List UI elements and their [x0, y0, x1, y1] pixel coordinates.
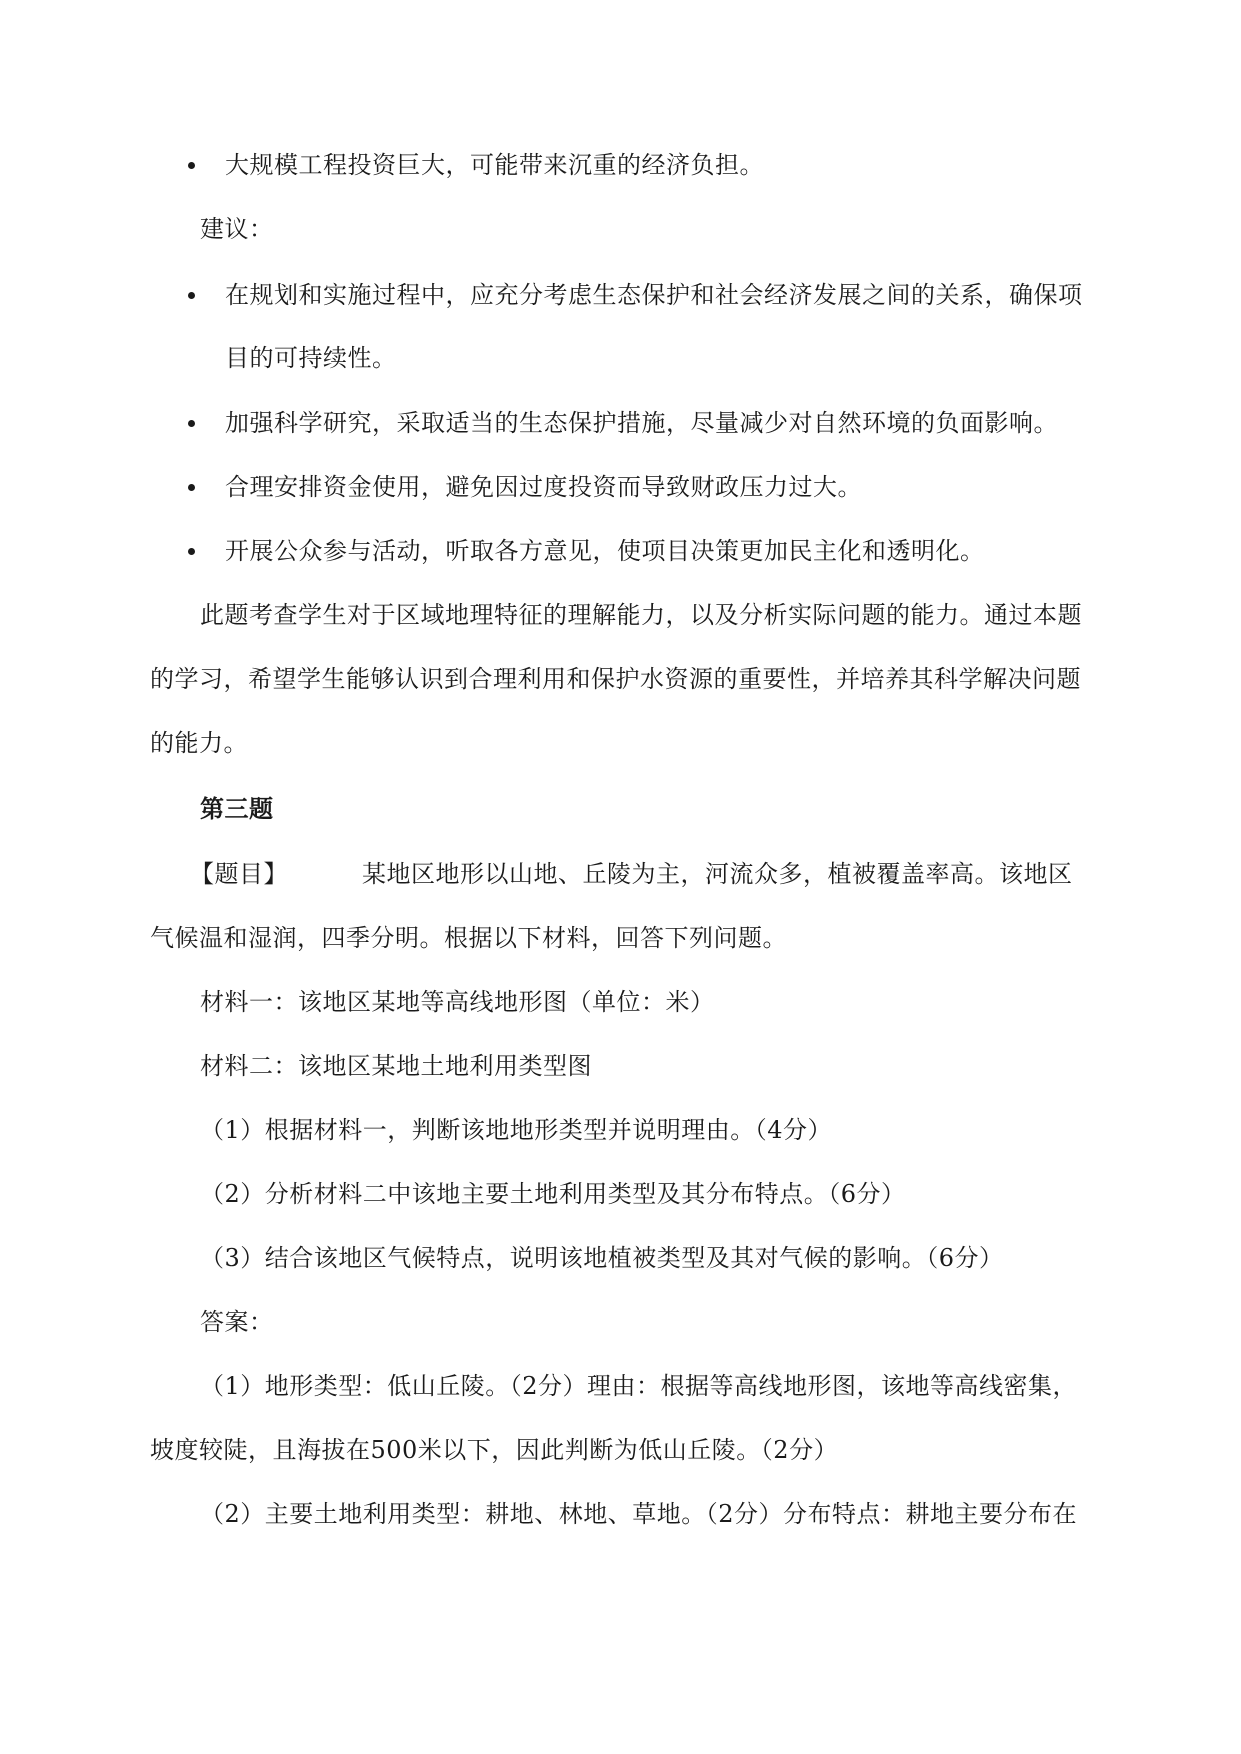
bullet-icon	[188, 548, 195, 555]
question-3: （3）结合该地区气候特点，说明该地植被类型及其对气候的影响。（6分）	[200, 1244, 1004, 1272]
summary-line-3: 的能力。	[150, 729, 248, 757]
bullet-icon	[188, 292, 195, 299]
question-2: （2）分析材料二中该地主要土地利用类型及其分布特点。（6分）	[200, 1180, 906, 1208]
answer-label: 答案：	[200, 1308, 274, 1336]
answer-1-line-2: 坡度较陡，且海拔在500米以下，因此判断为低山丘陵。（2分）	[150, 1436, 839, 1464]
question-line-1: 某地区地形以山地、丘陵为主，河流众多，植被覆盖率高。该地区	[362, 860, 1073, 888]
material-2: 材料二：该地区某地土地利用类型图	[200, 1052, 592, 1080]
answer-2-line-1: （2）主要土地利用类型：耕地、林地、草地。（2分）分布特点：耕地主要分布在	[200, 1500, 1078, 1528]
bullet-icon	[188, 420, 195, 427]
question-1: （1）根据材料一，判断该地地形类型并说明理由。（4分）	[200, 1116, 833, 1144]
suggestion-4: 开展公众参与活动，听取各方意见，使项目决策更加民主化和透明化。	[225, 537, 985, 565]
material-1: 材料一：该地区某地等高线地形图（单位：米）	[200, 988, 715, 1016]
suggestion-3: 合理安排资金使用，避免因过度投资而导致财政压力过大。	[225, 473, 862, 501]
summary-line-1: 此题考查学生对于区域地理特征的理解能力，以及分析实际问题的能力。通过本题	[200, 601, 1082, 629]
question-tag: 【题目】	[190, 860, 288, 888]
bullet-icon	[188, 162, 195, 169]
suggestion-1-line-2: 目的可持续性。	[225, 344, 397, 372]
suggestion-label: 建议：	[200, 215, 274, 243]
bullet-text: 大规模工程投资巨大，可能带来沉重的经济负担。	[225, 151, 764, 179]
summary-line-2: 的学习，希望学生能够认识到合理利用和保护水资源的重要性，并培养其科学解决问题	[150, 665, 1081, 693]
answer-1-line-1: （1）地形类型：低山丘陵。（2分）理由：根据等高线地形图，该地等高线密集，	[200, 1372, 1078, 1400]
suggestion-2: 加强科学研究，采取适当的生态保护措施，尽量减少对自然环境的负面影响。	[225, 409, 1058, 437]
bullet-icon	[188, 484, 195, 491]
suggestion-1-line-1: 在规划和实施过程中，应充分考虑生态保护和社会经济发展之间的关系，确保项	[225, 281, 1083, 309]
question-line-2: 气候温和湿润，四季分明。根据以下材料，回答下列问题。	[150, 924, 787, 952]
section-title: 第三题	[200, 794, 274, 823]
